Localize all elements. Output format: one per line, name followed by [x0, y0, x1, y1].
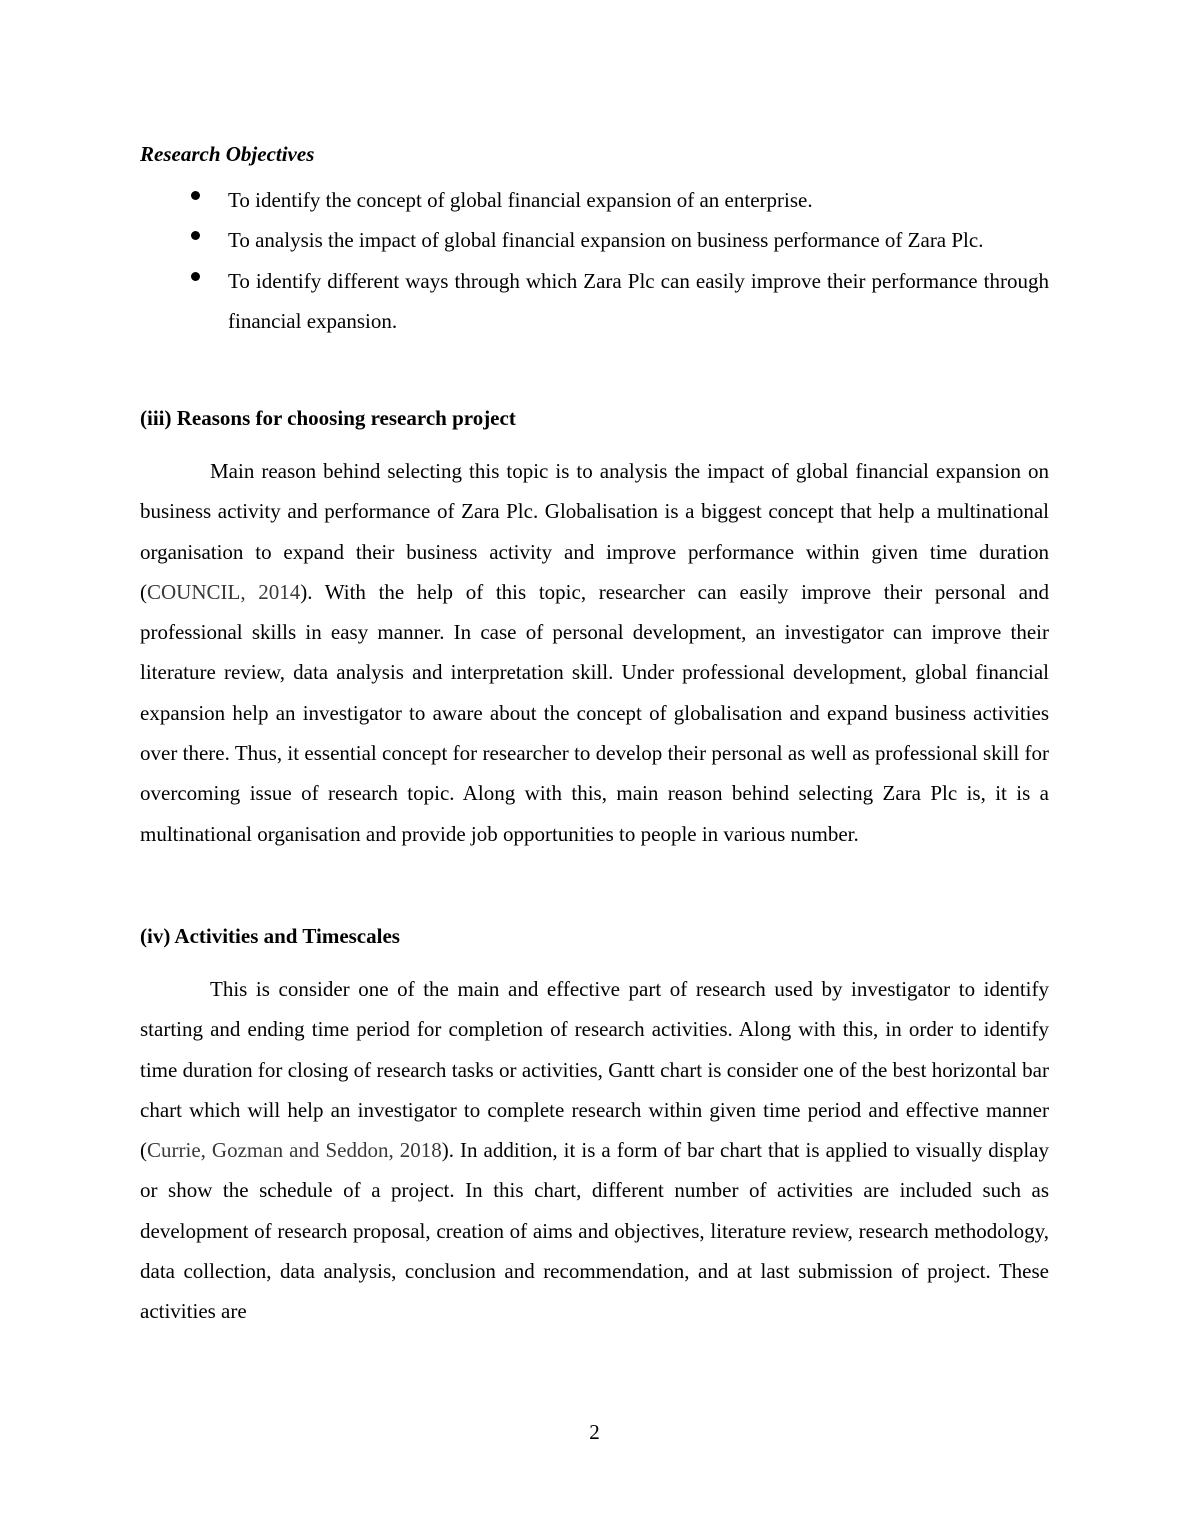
reasons-heading: (iii) Reasons for choosing research project	[140, 406, 516, 430]
objective-text: To identify different ways through which Zara Plc can easily improve their performance through financial expansion.	[228, 268, 1049, 333]
document-page	[140, 0, 1049, 1540]
reasons-paragraph	[140, 451, 1049, 854]
reasons-text-start: Main reason behind selecting this topic is to analysis the impact of global financial expansion on business activity and performance of Zara Plc. Globalisation is a biggest concept that help a multinational organisation to expand their business activity and improve performance within given time duration (	[140, 459, 1049, 604]
reasons-text-end: ). With the help of this topic, researcher can easily improve their personal and professional skills in easy manner. In case of personal development, an investigator can improve their literature review, data analysis and interpretation skill. Under professional development, global financial expansion help an investigator to aware about the concept of globalisation and expand business activities over there. Thus, it essential concept for researcher to develop their personal as well as professional skill for overcoming issue of research topic. Along with this, main reason behind selecting Zara Plc is, it is a multinational organisation and provide job opportunities to people in various number.	[140, 579, 1049, 846]
activities-text-end: ). In addition, it is a form of bar chart that is applied to visually display or show the schedule of a project. In this chart, different number of activities are included such as development of research proposal, creation of aims and objectives, literature review, research methodology, data collection, data analysis, conclusion and recommendation, and at last submission of project. These activities are	[140, 1138, 1049, 1324]
activities-text-start: This is consider one of the main and effective part of research used by investigator to identify starting and ending time period for completion of research activities. Along with this, in order to identify time duration for closing of research tasks or activities, Gantt chart is consider one of the best horizontal bar chart which will help an investigator to complete research within given time period and effective manner (	[140, 977, 1049, 1163]
activities-paragraph	[140, 969, 1049, 1332]
objectives-list	[140, 180, 1049, 341]
citation-council: COUNCIL, 2014	[147, 579, 301, 604]
page-number: 2	[589, 1420, 600, 1444]
activities-heading: (iv) Activities and Timescales	[140, 924, 400, 948]
bullet-icon	[191, 231, 200, 240]
citation-currie: Currie, Gozman and Seddon, 2018	[147, 1138, 442, 1163]
list-item	[140, 261, 1049, 342]
objective-text: To analysis the impact of global financial expansion on business performance of Zara Plc.	[228, 228, 984, 253]
bullet-icon	[191, 272, 200, 281]
bullet-icon	[191, 191, 200, 200]
list-item	[140, 220, 1049, 260]
research-objectives-heading: Research Objectives	[140, 142, 315, 166]
objective-text: To identify the concept of global financial expansion of an enterprise.	[228, 188, 813, 212]
list-item	[140, 180, 1049, 220]
